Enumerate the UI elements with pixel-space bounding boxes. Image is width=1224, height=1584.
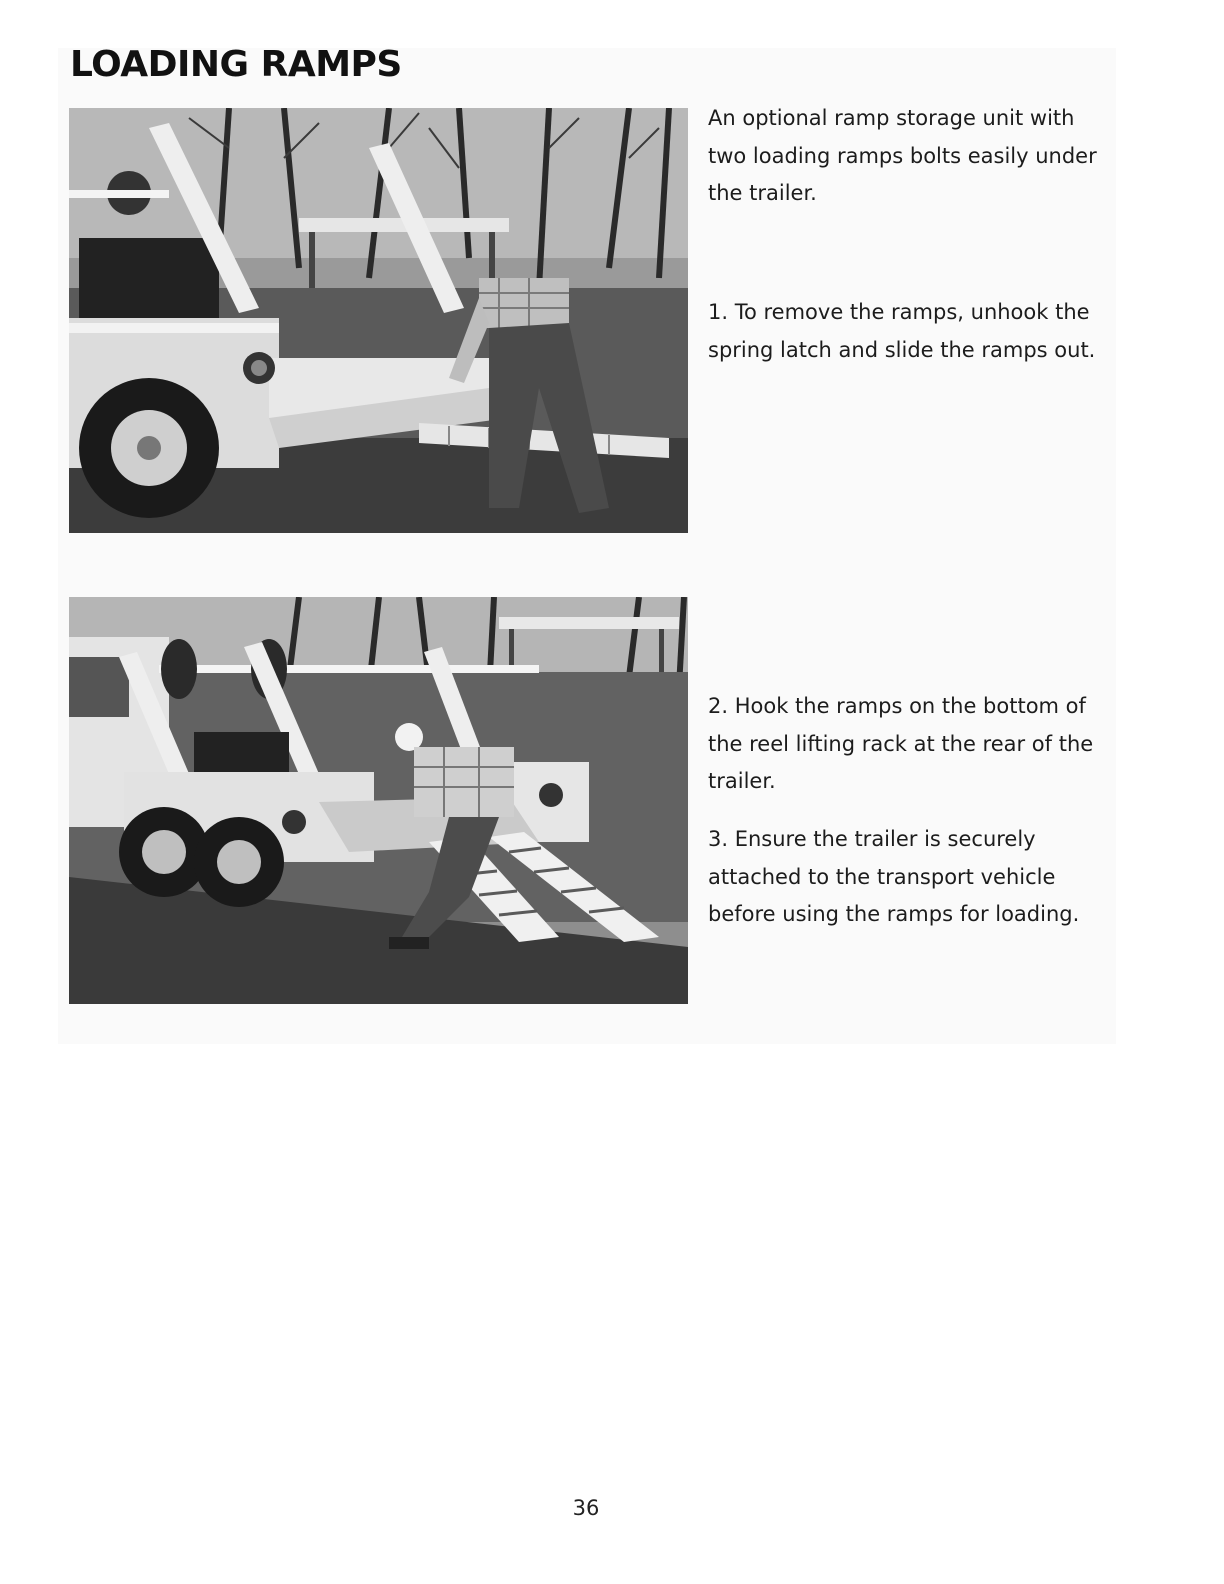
step-3-paragraph: 3. Ensure the trailer is securely attached to the transport vehicle before using the ramps for loading. <box>708 827 1080 926</box>
photo-hooking-ramps <box>69 597 688 1004</box>
page-number: 36 <box>572 1496 600 1520</box>
photo-removing-ramps <box>69 108 688 533</box>
intro-paragraph: An optional ramp storage unit with two loading ramps bolts easily under the trailer. <box>708 106 1097 205</box>
step-2-paragraph: 2. Hook the ramps on the bottom of the reel lifting rack at the rear of the trailer. <box>708 694 1094 793</box>
step-1-paragraph: 1. To remove the ramps, unhook the spring latch and slide the ramps out. <box>708 300 1096 362</box>
page-title: LOADING RAMPS <box>70 44 402 85</box>
